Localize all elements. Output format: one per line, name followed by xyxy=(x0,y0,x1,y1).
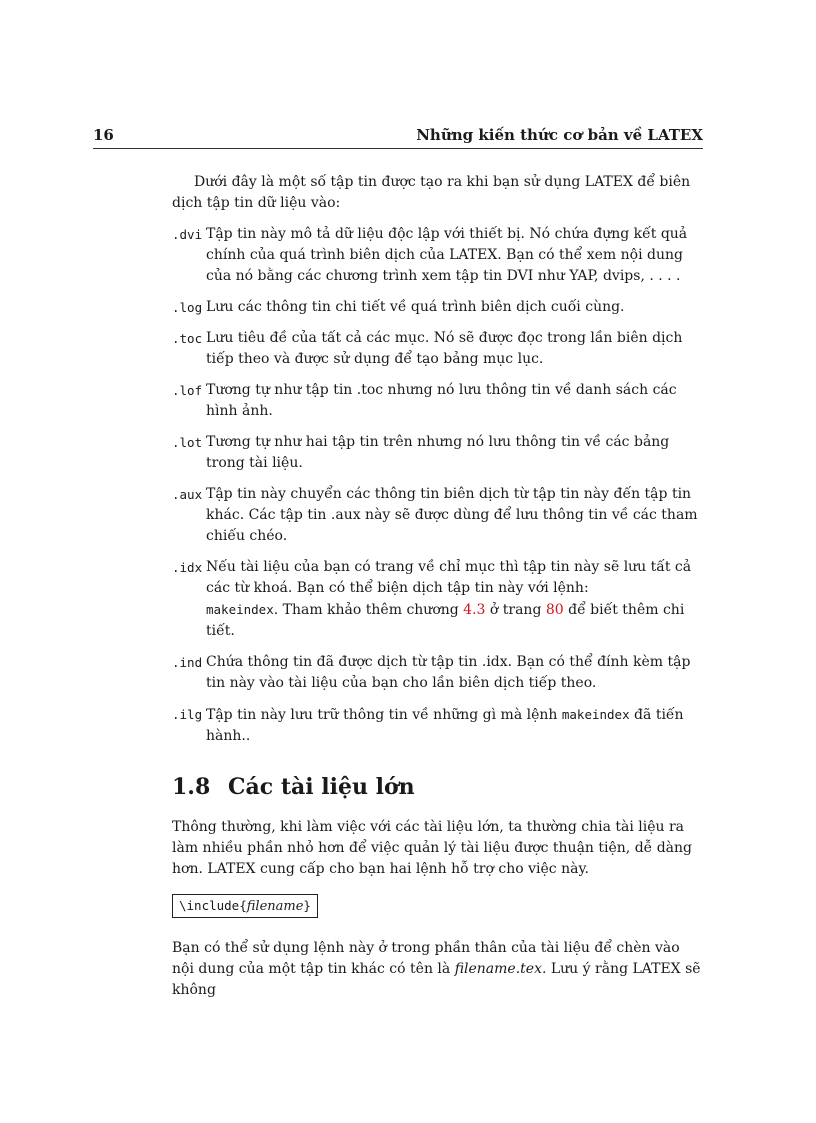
section-number: 1.8 xyxy=(172,774,211,800)
list-item xyxy=(172,432,702,474)
list-term: .ilg xyxy=(172,707,203,722)
list-item xyxy=(172,557,702,642)
list-term: .log xyxy=(172,300,203,315)
idx-desc-text: Nếu tài liệu của bạn có trang về chỉ mục thì tập tin này sẽ lưu tất cả các từ khoá. Bạn có thể biện dịch tập tin này với lệnh: xyxy=(206,559,692,596)
idx-desc-text-2: . Tham khảo thêm chương xyxy=(273,602,464,618)
section-paragraph: Thông thường, khi làm việc với các tài liệu lớn, ta thường chia tài liệu ra làm nhiều phần nhỏ hơn để việc quản lý tài liệu được thuận tiện, dễ dàng hơn. LATEX cung cấp cho bạn hai lệnh hỗ trợ cho việc này. xyxy=(172,819,693,877)
list-item xyxy=(172,328,702,370)
list-term: .dvi xyxy=(172,227,203,242)
makeindex-command: makeindex xyxy=(206,602,274,617)
list-term: .aux xyxy=(172,487,203,502)
filename-text: filename.tex xyxy=(454,961,542,977)
idx-desc-text-3: ở trang xyxy=(485,602,546,618)
list-item xyxy=(172,380,702,422)
command-argument: filename xyxy=(246,899,304,914)
list-desc: Tập tin này chuyển các thông tin biên dịch từ tập tin này đến tập tin khác. Các tập tin .aux này sẽ được dùng để lưu thông tin về các tham chiếu chéo. xyxy=(206,486,698,544)
makeindex-command: makeindex xyxy=(561,707,630,722)
list-term: .ind xyxy=(172,655,203,670)
page-number: 16 xyxy=(93,126,114,144)
running-title: Những kiến thức cơ bản về LATEX xyxy=(416,126,703,144)
list-desc: Lưu tiêu đề của tất cả các mục. Nó sẽ được đọc trong lần biên dịch tiếp theo và được sử dụng để tạo bảng mục lục. xyxy=(206,330,683,367)
list-term: .idx xyxy=(172,560,203,575)
command-close: } xyxy=(303,898,311,913)
list-desc: Tương tự như tập tin .toc nhưng nó lưu thông tin về danh sách các hình ảnh. xyxy=(206,382,677,419)
idx-desc-text-4: để biết thêm chi tiết. xyxy=(206,602,685,639)
list-item xyxy=(172,484,702,547)
ilg-desc-text-2: đã tiến hành.. xyxy=(206,707,684,744)
list-desc: Tương tự như hai tập tin trên nhưng nó lưu thông tin về các bảng trong tài liệu. xyxy=(206,434,670,471)
list-desc: Tập tin này mô tả dữ liệu độc lập với thiết bị. Nó chứa đựng kết quả chính của quá trình biên dịch của LATEX. Bạn có thể xem nội dung của nó bằng các chương trình xem tập tin DVI như YAP, dvips, . . . . xyxy=(206,226,688,284)
final-text: Bạn có thể sử dụng lệnh này ở trong phần thân của tài liệu để chèn vào nội dung của một tập tin khác có tên là xyxy=(172,940,680,977)
list-item xyxy=(172,224,702,287)
list-desc xyxy=(206,557,702,642)
final-paragraph xyxy=(172,938,702,1001)
file-extension-list xyxy=(172,224,702,747)
list-term: .toc xyxy=(172,331,203,346)
chapter-ref-link[interactable]: 4.3 xyxy=(463,602,486,618)
list-desc xyxy=(206,704,702,747)
list-item xyxy=(172,704,702,747)
list-desc: Lưu các thông tin chi tiết về quá trình biên dịch cuối cùng. xyxy=(206,299,625,315)
list-term: .lot xyxy=(172,435,203,450)
command-box xyxy=(172,894,318,918)
running-header xyxy=(93,124,703,149)
page-ref-link[interactable]: 80 xyxy=(545,602,564,618)
section-heading xyxy=(172,773,702,801)
intro-paragraph: Dưới đây là một số tập tin được tạo ra khi bạn sử dụng LATEX để biên dịch tập tin dữ liệu vào: xyxy=(172,174,691,211)
page-body xyxy=(172,172,702,1001)
command-name: \include{ xyxy=(179,898,247,913)
ilg-desc-text: Tập tin này lưu trữ thông tin về những gì mà lệnh xyxy=(206,707,562,723)
final-text-2: . Lưu ý rằng LATEX sẽ không xyxy=(172,961,701,998)
list-item xyxy=(172,297,702,318)
list-item xyxy=(172,652,702,694)
section-title: Các tài liệu lớn xyxy=(228,774,415,800)
list-term: .lof xyxy=(172,383,203,398)
list-desc: Chứa thông tin đã được dịch từ tập tin .idx. Bạn có thể đính kèm tập tin này vào tài liệu của bạn cho lần biên dịch tiếp theo. xyxy=(206,654,691,691)
